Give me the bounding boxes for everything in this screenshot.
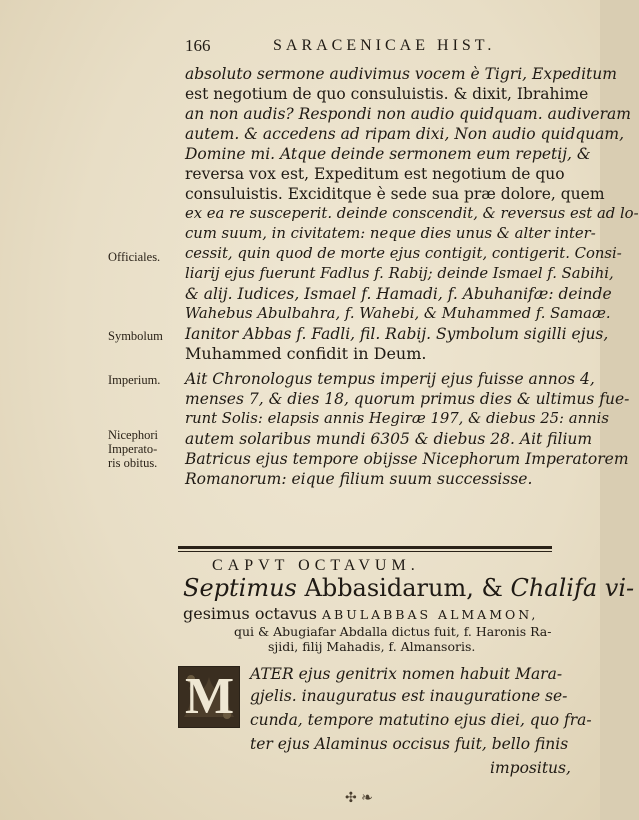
margin-note-symbolum: Symbolum [108, 329, 163, 343]
body-line: an non audis? Respondi non audio quidquam. audiveram [185, 105, 631, 123]
decorated-initial [178, 666, 240, 728]
chapter-title [183, 573, 634, 603]
body-line: cessit, quin quod de morte ejus contigit, contigerit. Consi- [185, 245, 622, 262]
margin-note-imperium: Imperium. [108, 373, 161, 387]
body-line: autem solaribus mundi 6305 & diebus 28. Ait filium [185, 430, 593, 448]
chapter-heading: CAPVT OCTAVUM. [212, 557, 420, 574]
body-line: Batricus ejus tempore obijsse Nicephorum Imperatorem [185, 450, 629, 468]
margin-note-nicephori: Nicephori [108, 428, 158, 442]
text-line: gjelis. inauguratus est inauguratione se- [250, 687, 568, 705]
body-line: cum suum, in civitatem: neque dies unus & alter inter- [185, 225, 596, 242]
body-line: Muhammed confidit in Deum. [185, 344, 427, 363]
text-line: ter ejus Alaminus occisus fuit, bello finis [250, 735, 569, 753]
chapter-subtitle: sjidi, filij Mahadis, f. Almansoris. [268, 639, 476, 654]
body-line: ex ea re susceperit. deinde conscendit, & reversus est ad lo- [185, 205, 639, 222]
running-head: SARACENICAE HIST. [273, 37, 496, 54]
body-line: absoluto sermone audivimus vocem è Tigri, Expeditum [185, 65, 617, 83]
body-line: est negotium de quo consuluistis. & dixit, Ibrahime [185, 85, 589, 103]
chapter-subtitle: qui & Abugiafar Abdalla dictus fuit, f. Haronis Ra- [234, 624, 552, 639]
margin-note-officiales: Officiales. [108, 250, 161, 264]
chapter-title-part: Abbasidarum, & [304, 574, 503, 602]
body-line: Domine mi. Atque deinde sermonem eum repetij, & [185, 145, 591, 163]
text-line: impositus, [490, 759, 571, 777]
body-line: runt Solis: elapsis annis Hegiræ 197, & diebus 25: annis [185, 410, 609, 427]
body-line: Ianitor Abbas f. Fadli, fil. Rabij. Symbolum sigilli ejus, [185, 325, 609, 343]
flourish-icon: ✣ ❧ [345, 790, 373, 806]
body-line: consuluistis. Exciditque è sede sua præ dolore, quem [185, 185, 605, 203]
chapter-subtitle-name: ABULABBAS ALMAMON, [322, 607, 539, 622]
chapter-rule [178, 546, 552, 549]
body-line: Ait Chronologus tempus imperij ejus fuisse annos 4, [185, 370, 595, 388]
body-line: liarij ejus fuerunt Fadlus f. Rabij; deinde Ismael f. Sabihi, [185, 265, 614, 282]
chapter-title-part: Chalifa vi- [510, 574, 635, 602]
initial-letter: M [185, 668, 235, 725]
chapter-subtitle-part: gesimus octavus [183, 604, 317, 623]
body-line: autem. & accedens ad ripam dixi, Non audio quidquam, [185, 125, 625, 143]
margin-note-nicephori: Imperato- [108, 442, 158, 456]
page-number: 166 [185, 36, 211, 55]
body-line: Romanorum: eique filium suum successisse. [185, 470, 533, 488]
margin-note-nicephori: ris obitus. [108, 456, 158, 470]
text-line: ATER ejus genitrix nomen habuit Mara- [250, 665, 563, 683]
body-line: reversa vox est, Expeditum est negotium de quo [185, 165, 565, 183]
chapter-title-part: Septimus [183, 574, 297, 602]
body-line: & alij. Iudices, Ismael f. Hamadi, f. Abuhanifæ: deinde [185, 285, 612, 303]
body-line: Wahebus Abulbahra, f. Wahebi, & Muhammed f. Samaæ. [185, 305, 611, 322]
chapter-rule [178, 551, 552, 552]
body-line: menses 7, & dies 18, quorum primus dies & ultimus fue- [185, 390, 630, 408]
chapter-subtitle [183, 604, 538, 625]
text-line: cunda, tempore matutino ejus diei, quo fra- [250, 711, 592, 729]
page-header [185, 36, 545, 60]
